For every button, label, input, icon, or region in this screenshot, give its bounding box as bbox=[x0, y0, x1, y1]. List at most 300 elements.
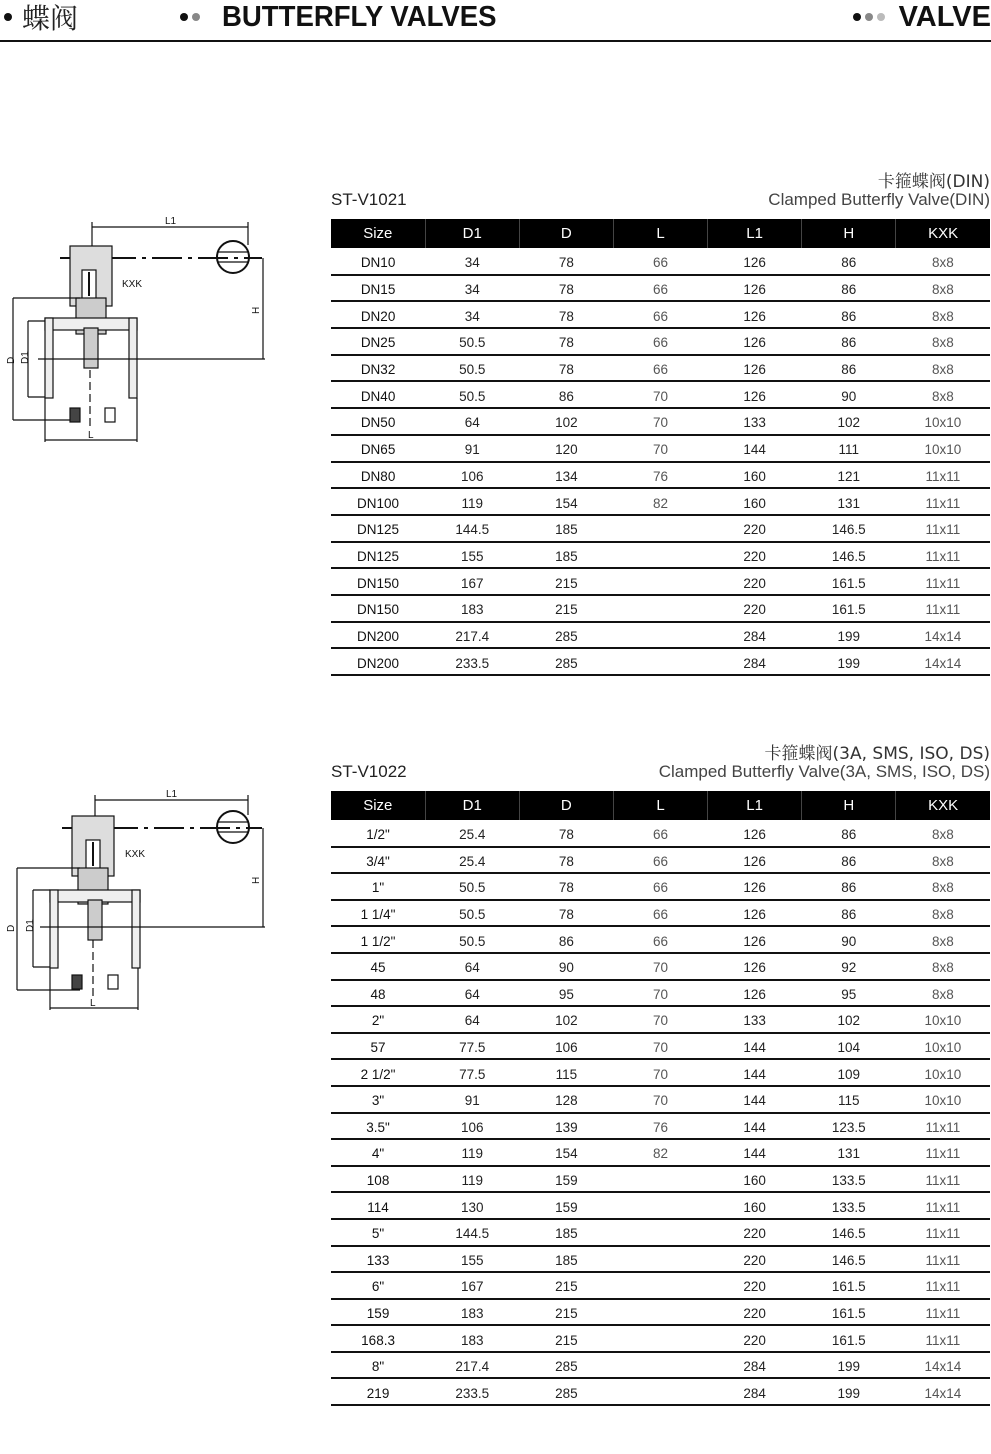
cell-h: 199 bbox=[802, 622, 896, 649]
cell-d: 78 bbox=[519, 820, 613, 847]
cell-l1: 144 bbox=[708, 435, 802, 462]
label-l: L bbox=[88, 430, 94, 441]
cell-size: 1 1/4" bbox=[331, 900, 425, 927]
cell-h: 86 bbox=[802, 355, 896, 382]
cell-l bbox=[613, 515, 707, 542]
cell-l1: 220 bbox=[708, 595, 802, 622]
cell-l bbox=[613, 542, 707, 569]
cell-l: 70 bbox=[613, 1059, 707, 1086]
cell-size: 133 bbox=[331, 1246, 425, 1273]
cell-d1: 106 bbox=[425, 1113, 519, 1140]
cell-l1: 126 bbox=[708, 980, 802, 1007]
cell-l1: 220 bbox=[708, 515, 802, 542]
cell-kxk: 11x11 bbox=[896, 1272, 990, 1299]
table-row bbox=[331, 1113, 990, 1140]
cell-size: DN200 bbox=[331, 648, 425, 675]
table-row bbox=[331, 1299, 990, 1326]
cell-size: DN65 bbox=[331, 435, 425, 462]
cell-l1: 126 bbox=[708, 820, 802, 847]
cell-d: 90 bbox=[519, 953, 613, 980]
cell-h: 133.5 bbox=[802, 1192, 896, 1219]
cell-l1: 126 bbox=[708, 953, 802, 980]
cell-d1: 119 bbox=[425, 488, 519, 515]
cell-l1: 126 bbox=[708, 275, 802, 302]
table-row bbox=[331, 980, 990, 1007]
bullet-icon bbox=[4, 13, 12, 21]
cell-l1: 144 bbox=[708, 1139, 802, 1166]
col-header-l1: L1 bbox=[708, 791, 802, 820]
cell-l1: 144 bbox=[708, 1086, 802, 1113]
cell-d: 159 bbox=[519, 1166, 613, 1193]
cell-kxk: 8x8 bbox=[896, 328, 990, 355]
cell-size: 219 bbox=[331, 1378, 425, 1405]
cell-d1: 233.5 bbox=[425, 648, 519, 675]
cell-d1: 77.5 bbox=[425, 1033, 519, 1060]
label-h: H bbox=[251, 876, 262, 884]
col-header-d: D bbox=[519, 791, 613, 820]
cell-d: 78 bbox=[519, 900, 613, 927]
cell-kxk: 11x11 bbox=[896, 1192, 990, 1219]
table-row bbox=[331, 1192, 990, 1219]
cell-size: DN100 bbox=[331, 488, 425, 515]
cell-h: 86 bbox=[802, 328, 896, 355]
cell-l: 76 bbox=[613, 462, 707, 489]
cell-l bbox=[613, 1352, 707, 1379]
cell-l: 70 bbox=[613, 1033, 707, 1060]
cell-d1: 144.5 bbox=[425, 515, 519, 542]
cell-size: DN25 bbox=[331, 328, 425, 355]
cell-d: 215 bbox=[519, 595, 613, 622]
cell-h: 86 bbox=[802, 900, 896, 927]
cell-d: 128 bbox=[519, 1086, 613, 1113]
cell-size: 168.3 bbox=[331, 1325, 425, 1352]
cell-d1: 34 bbox=[425, 301, 519, 328]
cell-h: 146.5 bbox=[802, 1246, 896, 1273]
table-header-row bbox=[331, 219, 990, 248]
cell-kxk: 11x11 bbox=[896, 1219, 990, 1246]
cell-l1: 126 bbox=[708, 900, 802, 927]
cell-d1: 25.4 bbox=[425, 820, 519, 847]
cell-d: 78 bbox=[519, 248, 613, 275]
col-header-l1: L1 bbox=[708, 219, 802, 248]
cell-d1: 64 bbox=[425, 980, 519, 1007]
cell-d1: 50.5 bbox=[425, 900, 519, 927]
cell-l bbox=[613, 1192, 707, 1219]
col-header-d1: D1 bbox=[425, 219, 519, 248]
label-l1: L1 bbox=[165, 216, 177, 227]
table-row bbox=[331, 1059, 990, 1086]
cell-l bbox=[613, 1246, 707, 1273]
cell-l: 70 bbox=[613, 435, 707, 462]
cell-kxk: 8x8 bbox=[896, 275, 990, 302]
table-header-row bbox=[331, 791, 990, 820]
cell-kxk: 11x11 bbox=[896, 595, 990, 622]
cell-h: 131 bbox=[802, 488, 896, 515]
cell-kxk: 10x10 bbox=[896, 435, 990, 462]
cell-l1: 126 bbox=[708, 301, 802, 328]
cell-d1: 64 bbox=[425, 1006, 519, 1033]
cell-kxk: 11x11 bbox=[896, 1246, 990, 1273]
cell-d: 159 bbox=[519, 1192, 613, 1219]
cell-d: 185 bbox=[519, 1246, 613, 1273]
table-row bbox=[331, 1272, 990, 1299]
cell-d1: 50.5 bbox=[425, 381, 519, 408]
cell-l1: 126 bbox=[708, 381, 802, 408]
cell-d1: 64 bbox=[425, 953, 519, 980]
cell-d1: 34 bbox=[425, 248, 519, 275]
cell-h: 161.5 bbox=[802, 1272, 896, 1299]
cell-kxk: 10x10 bbox=[896, 408, 990, 435]
cell-l: 82 bbox=[613, 488, 707, 515]
table-row bbox=[331, 873, 990, 900]
table-row bbox=[331, 1033, 990, 1060]
cell-l1: 284 bbox=[708, 622, 802, 649]
table-row bbox=[331, 301, 990, 328]
cell-kxk: 14x14 bbox=[896, 648, 990, 675]
cell-d1: 144.5 bbox=[425, 1219, 519, 1246]
cell-l1: 126 bbox=[708, 328, 802, 355]
cell-kxk: 11x11 bbox=[896, 488, 990, 515]
table-row bbox=[331, 355, 990, 382]
cell-l: 66 bbox=[613, 873, 707, 900]
cell-kxk: 10x10 bbox=[896, 1059, 990, 1086]
cell-l bbox=[613, 1219, 707, 1246]
model-number: ST-V1022 bbox=[331, 762, 407, 781]
cell-kxk: 8x8 bbox=[896, 900, 990, 927]
page-title: BUTTERFLY VALVES bbox=[222, 0, 497, 33]
cell-d: 78 bbox=[519, 328, 613, 355]
cell-h: 86 bbox=[802, 847, 896, 874]
cell-d: 154 bbox=[519, 488, 613, 515]
cell-kxk: 11x11 bbox=[896, 542, 990, 569]
cell-d: 78 bbox=[519, 873, 613, 900]
cell-d: 78 bbox=[519, 847, 613, 874]
col-header-kxk: KXK bbox=[896, 219, 990, 248]
table-row bbox=[331, 462, 990, 489]
table-row bbox=[331, 1219, 990, 1246]
cell-d: 285 bbox=[519, 622, 613, 649]
col-header-size: Size bbox=[331, 219, 425, 248]
col-header-h: H bbox=[802, 791, 896, 820]
cell-l1: 220 bbox=[708, 1299, 802, 1326]
cell-l bbox=[613, 568, 707, 595]
cell-d: 86 bbox=[519, 926, 613, 953]
cell-d1: 167 bbox=[425, 1272, 519, 1299]
cell-h: 121 bbox=[802, 462, 896, 489]
bullet-icon bbox=[877, 13, 885, 21]
cell-h: 95 bbox=[802, 980, 896, 1007]
cell-h: 90 bbox=[802, 381, 896, 408]
bullet-icon bbox=[192, 13, 200, 21]
table-row bbox=[331, 820, 990, 847]
cell-h: 102 bbox=[802, 1006, 896, 1033]
cell-kxk: 10x10 bbox=[896, 1086, 990, 1113]
table-row bbox=[331, 1352, 990, 1379]
cell-d1: 130 bbox=[425, 1192, 519, 1219]
label-kxk: KXK bbox=[122, 279, 143, 290]
cell-size: 108 bbox=[331, 1166, 425, 1193]
cn-title: 卡箍蝶阀(DIN) bbox=[877, 172, 990, 192]
bullet-icon bbox=[853, 13, 861, 21]
header-title bbox=[180, 0, 511, 34]
table-row bbox=[331, 900, 990, 927]
cell-d1: 217.4 bbox=[425, 1352, 519, 1379]
table-body bbox=[331, 820, 990, 1405]
table-row bbox=[331, 408, 990, 435]
cell-kxk: 14x14 bbox=[896, 622, 990, 649]
cell-d1: 50.5 bbox=[425, 873, 519, 900]
cell-l bbox=[613, 595, 707, 622]
cell-h: 86 bbox=[802, 275, 896, 302]
cell-size: DN200 bbox=[331, 622, 425, 649]
cell-size: DN50 bbox=[331, 408, 425, 435]
cell-size: DN125 bbox=[331, 515, 425, 542]
cell-h: 111 bbox=[802, 435, 896, 462]
cell-h: 92 bbox=[802, 953, 896, 980]
cell-size: DN32 bbox=[331, 355, 425, 382]
cell-l1: 284 bbox=[708, 648, 802, 675]
cell-d: 134 bbox=[519, 462, 613, 489]
table-row bbox=[331, 1166, 990, 1193]
cell-size: 5" bbox=[331, 1219, 425, 1246]
cell-d1: 217.4 bbox=[425, 622, 519, 649]
cell-size: DN150 bbox=[331, 595, 425, 622]
cell-l: 70 bbox=[613, 953, 707, 980]
cell-l bbox=[613, 1325, 707, 1352]
cell-d1: 233.5 bbox=[425, 1378, 519, 1405]
cell-kxk: 11x11 bbox=[896, 462, 990, 489]
header-right bbox=[853, 0, 991, 34]
cell-d1: 106 bbox=[425, 462, 519, 489]
cell-h: 123.5 bbox=[802, 1113, 896, 1140]
table-row bbox=[331, 595, 990, 622]
table-row bbox=[331, 328, 990, 355]
cell-size: DN150 bbox=[331, 568, 425, 595]
col-header-d1: D1 bbox=[425, 791, 519, 820]
cell-size: 57 bbox=[331, 1033, 425, 1060]
cell-d: 215 bbox=[519, 568, 613, 595]
cell-d: 115 bbox=[519, 1059, 613, 1086]
label-kxk: KXK bbox=[125, 849, 146, 860]
cell-kxk: 11x11 bbox=[896, 568, 990, 595]
cell-kxk: 10x10 bbox=[896, 1006, 990, 1033]
header-cn-label bbox=[4, 0, 78, 34]
cell-size: 45 bbox=[331, 953, 425, 980]
cell-l1: 126 bbox=[708, 248, 802, 275]
cell-size: 2" bbox=[331, 1006, 425, 1033]
cell-kxk: 11x11 bbox=[896, 1325, 990, 1352]
cell-l1: 144 bbox=[708, 1033, 802, 1060]
cell-kxk: 11x11 bbox=[896, 1139, 990, 1166]
cell-d: 215 bbox=[519, 1272, 613, 1299]
cell-size: 3" bbox=[331, 1086, 425, 1113]
valve-drawing bbox=[0, 210, 280, 450]
cell-d: 78 bbox=[519, 275, 613, 302]
cell-l1: 144 bbox=[708, 1113, 802, 1140]
col-header-l: L bbox=[613, 219, 707, 248]
cell-d1: 77.5 bbox=[425, 1059, 519, 1086]
cell-l bbox=[613, 622, 707, 649]
cell-size: 1 1/2" bbox=[331, 926, 425, 953]
cell-size: 2 1/2" bbox=[331, 1059, 425, 1086]
en-title: Clamped Butterfly Valve(3A, SMS, ISO, DS) bbox=[658, 762, 990, 781]
cell-l: 66 bbox=[613, 926, 707, 953]
cell-kxk: 8x8 bbox=[896, 381, 990, 408]
cell-l1: 126 bbox=[708, 873, 802, 900]
cell-d: 285 bbox=[519, 1378, 613, 1405]
cell-size: 3.5" bbox=[331, 1113, 425, 1140]
cell-l1: 126 bbox=[708, 926, 802, 953]
cell-l: 66 bbox=[613, 328, 707, 355]
cell-kxk: 8x8 bbox=[896, 301, 990, 328]
cell-h: 161.5 bbox=[802, 595, 896, 622]
cell-l1: 284 bbox=[708, 1378, 802, 1405]
cell-l bbox=[613, 1166, 707, 1193]
bullet-icon bbox=[865, 13, 873, 21]
table-row bbox=[331, 926, 990, 953]
cell-l: 66 bbox=[613, 820, 707, 847]
cell-kxk: 14x14 bbox=[896, 1378, 990, 1405]
cell-d1: 183 bbox=[425, 1299, 519, 1326]
cell-l: 70 bbox=[613, 1086, 707, 1113]
cell-kxk: 8x8 bbox=[896, 926, 990, 953]
header-cn-text: 蝶阀 bbox=[22, 2, 79, 35]
cell-size: 1" bbox=[331, 873, 425, 900]
cell-size: DN40 bbox=[331, 381, 425, 408]
cell-l1: 160 bbox=[708, 1166, 802, 1193]
table-row bbox=[331, 568, 990, 595]
cell-l1: 220 bbox=[708, 1246, 802, 1273]
spec-table-st-v1021 bbox=[331, 219, 990, 676]
cell-l: 66 bbox=[613, 355, 707, 382]
cell-d1: 119 bbox=[425, 1139, 519, 1166]
cell-d1: 167 bbox=[425, 568, 519, 595]
col-header-kxk: KXK bbox=[896, 791, 990, 820]
label-h: H bbox=[251, 306, 262, 314]
cell-l1: 220 bbox=[708, 1325, 802, 1352]
cell-l: 66 bbox=[613, 248, 707, 275]
cell-d1: 50.5 bbox=[425, 328, 519, 355]
cell-size: DN15 bbox=[331, 275, 425, 302]
col-header-h: H bbox=[802, 219, 896, 248]
cell-l: 66 bbox=[613, 275, 707, 302]
table-row bbox=[331, 847, 990, 874]
table-row bbox=[331, 1006, 990, 1033]
cell-size: 159 bbox=[331, 1299, 425, 1326]
table-row bbox=[331, 953, 990, 980]
label-l: L bbox=[90, 998, 96, 1009]
cell-d1: 91 bbox=[425, 435, 519, 462]
cell-d1: 183 bbox=[425, 595, 519, 622]
cell-kxk: 8x8 bbox=[896, 980, 990, 1007]
cell-l1: 220 bbox=[708, 568, 802, 595]
col-header-d: D bbox=[519, 219, 613, 248]
cell-h: 146.5 bbox=[802, 515, 896, 542]
table-row bbox=[331, 275, 990, 302]
label-d1: D1 bbox=[20, 351, 31, 364]
table-row bbox=[331, 1246, 990, 1273]
cell-kxk: 8x8 bbox=[896, 248, 990, 275]
cell-size: 114 bbox=[331, 1192, 425, 1219]
cell-l: 70 bbox=[613, 381, 707, 408]
cell-l: 70 bbox=[613, 980, 707, 1007]
col-header-size: Size bbox=[331, 791, 425, 820]
cell-h: 115 bbox=[802, 1086, 896, 1113]
valve-drawing bbox=[0, 780, 280, 1020]
label-d: D bbox=[6, 924, 17, 932]
cell-l1: 160 bbox=[708, 462, 802, 489]
en-title: Clamped Butterfly Valve(DIN) bbox=[768, 190, 990, 209]
col-header-l: L bbox=[613, 791, 707, 820]
cell-kxk: 8x8 bbox=[896, 355, 990, 382]
cell-d: 102 bbox=[519, 1006, 613, 1033]
cell-d: 285 bbox=[519, 1352, 613, 1379]
cell-d: 106 bbox=[519, 1033, 613, 1060]
cell-l1: 126 bbox=[708, 847, 802, 874]
cell-d1: 119 bbox=[425, 1166, 519, 1193]
table-row bbox=[331, 515, 990, 542]
cell-d1: 34 bbox=[425, 275, 519, 302]
cell-l bbox=[613, 1272, 707, 1299]
bullet-icon bbox=[180, 13, 188, 21]
cell-h: 161.5 bbox=[802, 1299, 896, 1326]
cell-h: 102 bbox=[802, 408, 896, 435]
cell-d: 102 bbox=[519, 408, 613, 435]
table-row bbox=[331, 488, 990, 515]
label-l1: L1 bbox=[166, 789, 178, 800]
cell-d: 78 bbox=[519, 355, 613, 382]
cell-l1: 284 bbox=[708, 1352, 802, 1379]
cell-d1: 64 bbox=[425, 408, 519, 435]
table-row bbox=[331, 648, 990, 675]
cell-size: 4" bbox=[331, 1139, 425, 1166]
cell-size: DN20 bbox=[331, 301, 425, 328]
cell-d: 185 bbox=[519, 1219, 613, 1246]
cell-l1: 144 bbox=[708, 1059, 802, 1086]
cell-kxk: 8x8 bbox=[896, 953, 990, 980]
cell-kxk: 8x8 bbox=[896, 847, 990, 874]
cell-d1: 155 bbox=[425, 542, 519, 569]
cell-l1: 220 bbox=[708, 1272, 802, 1299]
cell-h: 86 bbox=[802, 301, 896, 328]
cell-size: 8" bbox=[331, 1352, 425, 1379]
cell-h: 109 bbox=[802, 1059, 896, 1086]
cell-kxk: 10x10 bbox=[896, 1033, 990, 1060]
cell-h: 199 bbox=[802, 1352, 896, 1379]
cell-l1: 160 bbox=[708, 488, 802, 515]
table-row bbox=[331, 435, 990, 462]
cell-d: 185 bbox=[519, 542, 613, 569]
cell-d: 120 bbox=[519, 435, 613, 462]
cell-kxk: 11x11 bbox=[896, 1299, 990, 1326]
cell-l bbox=[613, 1299, 707, 1326]
cell-d1: 25.4 bbox=[425, 847, 519, 874]
cell-h: 199 bbox=[802, 1378, 896, 1405]
cell-d1: 91 bbox=[425, 1086, 519, 1113]
cell-kxk: 11x11 bbox=[896, 1113, 990, 1140]
cell-d1: 50.5 bbox=[425, 355, 519, 382]
cell-l bbox=[613, 1378, 707, 1405]
cell-h: 86 bbox=[802, 820, 896, 847]
cell-d: 215 bbox=[519, 1299, 613, 1326]
cell-l1: 220 bbox=[708, 1219, 802, 1246]
cell-l: 82 bbox=[613, 1139, 707, 1166]
cell-kxk: 11x11 bbox=[896, 1166, 990, 1193]
label-d: D bbox=[6, 356, 17, 364]
cell-d: 285 bbox=[519, 648, 613, 675]
cell-l: 70 bbox=[613, 1006, 707, 1033]
table-row bbox=[331, 622, 990, 649]
